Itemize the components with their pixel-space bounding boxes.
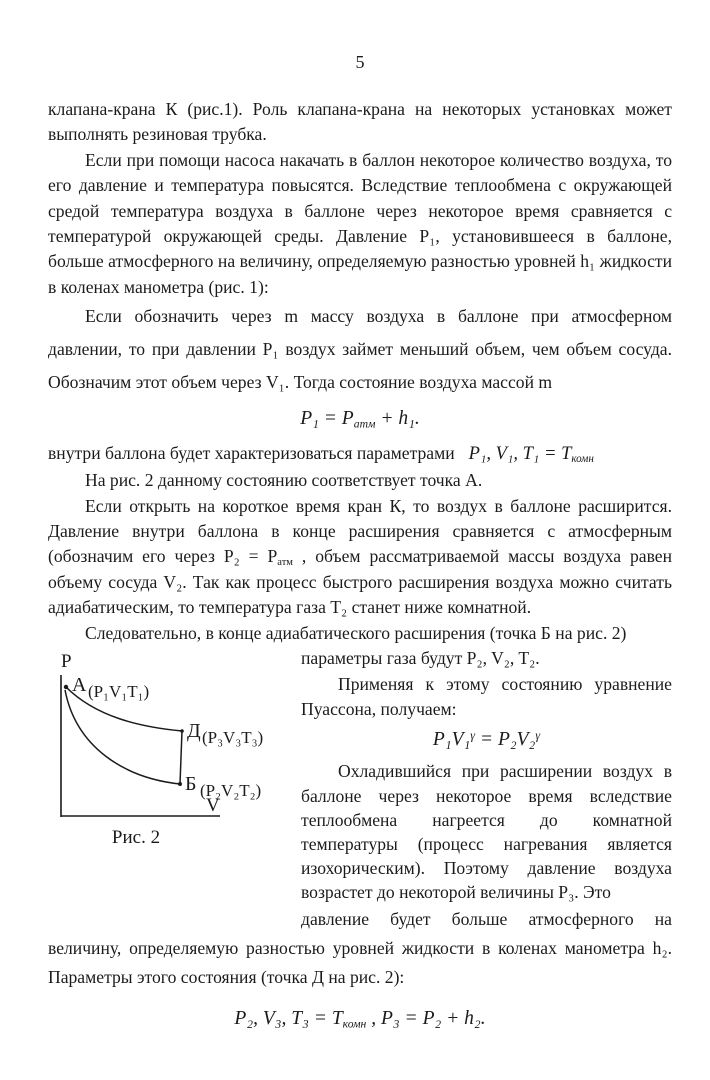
paragraph-gas-params: параметры газа будут P₂, V₂, T₂. xyxy=(301,648,540,669)
point-b-label: Б xyxy=(185,773,197,796)
state3-sub-komn: комн xyxy=(342,1016,367,1030)
figure-2 xyxy=(48,651,295,907)
point-a-params: (P₁V₁T₁) xyxy=(88,682,150,702)
isochore-line-d-b xyxy=(180,731,182,784)
paragraph-mass: Если обозначить через m массу воздуха в баллоне при атмосферном давлении, то при давлении P₁ воздух займет меньший объем, чем объем сосуда. Обозначим этот объем через V₁. Тогда состояние воздуха массой m xyxy=(48,306,672,393)
paragraph-point-a: На рис. 2 данному состоянию соответствует точка А. xyxy=(85,470,483,491)
paragraph-parameters xyxy=(48,440,672,468)
point-a-dot xyxy=(64,685,68,689)
parameters-math-body: P₁, V₁, T₁ = T xyxy=(468,444,572,465)
expansion-text-2: , объем рассматриваемой массы воздуха равен объему сосуда V₂. Так как процесс быстрого расширения воздуха можно считать адиабатическим, то температура газа T₂ станет ниже комнатной. xyxy=(48,546,672,618)
poisson-lhs: P₁V₁ xyxy=(432,729,471,751)
formula-state1-lhs: P₁ = P xyxy=(300,408,354,430)
paragraph-expansion xyxy=(48,494,672,621)
poisson-rhs: = P₂V₂ xyxy=(475,729,536,751)
adiabat-curve-a-b xyxy=(65,690,180,784)
state3-lhs: P₂, V₃, T₃ = T xyxy=(234,1007,343,1029)
x-axis-label: V xyxy=(206,795,220,817)
page-number: 5 xyxy=(355,52,365,72)
poisson-gamma-1: γ xyxy=(470,728,476,743)
paragraph-pressure-rise: давление будет больше атмосферного на величину, определяемую разностью уровней жидкости в коленах манометра h₂. Параметры этого состояния (точка Д на рис. 2): xyxy=(48,908,672,987)
parameters-math xyxy=(469,444,594,464)
expansion-sub-atm: атм xyxy=(277,557,293,569)
paragraph-valve: клапана-крана К (рис.1). Роль клапана-крана на некоторых установках может выполнять резиновая трубка. xyxy=(48,99,672,145)
figure-caption: Рис. 2 xyxy=(111,827,161,849)
point-a-label: A xyxy=(72,674,87,697)
expansion-text-1: Если открыть на короткое время кран К, то воздух в баллоне расширится. Давление внутри баллона в конце расширения сравняется с атмосферным (обозначим его через P₂ = P xyxy=(48,495,672,567)
paragraph-pumping: Если при помощи насоса накачать в баллон некоторое количество воздуха, то его давление и температура повысятся. Вследствие теплообмена с окружающей средой температура воздуха в баллоне через некоторое время сравняется с температурой окружающей среды. Давление P₁, установившееся в баллоне, больше атмосферного на величину, определяемую разностью уровней h₁ жидкости в коленах манометра (рис. 1): xyxy=(48,149,672,297)
paragraph-consequently: Следовательно, в конце адиабатического расширения (точка Б на рис. 2) xyxy=(85,622,627,643)
formula-state1 xyxy=(48,406,672,432)
point-d-label: Д xyxy=(187,720,201,743)
parameters-label: внутри баллона будет характеризоваться параметрами xyxy=(48,443,455,464)
y-axis-label: P xyxy=(61,651,72,673)
formula-state1-sub-atm: атм xyxy=(353,417,376,431)
point-b-dot xyxy=(178,782,182,786)
poisson-gamma-2: γ xyxy=(535,728,541,743)
parameters-sub-komn: комн xyxy=(571,453,594,466)
point-d-dot xyxy=(180,729,184,733)
pv-diagram xyxy=(48,651,295,907)
state3-rhs: , P₃ = P₂ + h₂. xyxy=(366,1007,486,1029)
point-d-params: (P₃V₃T₃) xyxy=(202,728,264,748)
paragraph-cooling: Охладившийся при расширении воздух в баллоне через некоторое время вследствие теплообмена нагреется до комнатной температуры (процесс нагревания является изохорическим). Поэтому давление воздуха возрастет до некоторой величины P₃. Это xyxy=(301,761,672,903)
point-b-params: (P₂V₂T₂) xyxy=(200,781,262,801)
formula-state1-rhs: + h₁. xyxy=(375,408,420,430)
paragraph-poisson-intro: Применяя к этому состоянию уравнение Пуассона, получаем: xyxy=(301,673,672,719)
formula-state3 xyxy=(48,1006,672,1032)
